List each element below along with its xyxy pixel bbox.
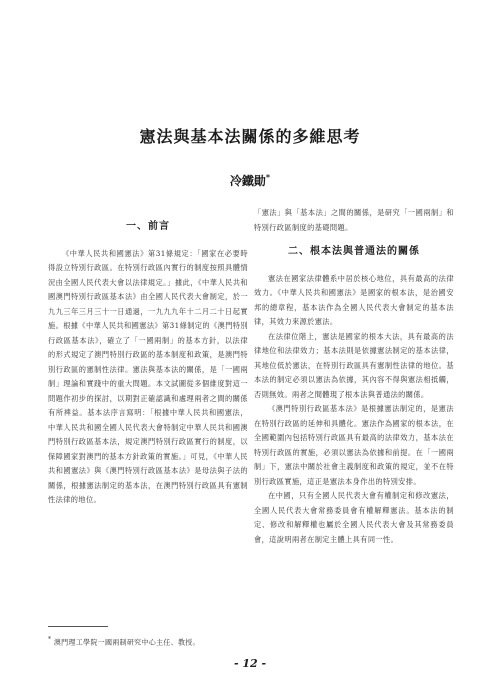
continued-paragraph: 「憲法」與「基本法」之間的關係，是研究「一國兩制」和特別行政區制度的基礎問題。	[254, 208, 454, 232]
body-paragraph: 在法律位階上，憲法是國家的根本大法，具有最高的法律地位和法律效力；基本法則是依據憲法制定的基本法律，其地位低於憲法，在特別行政區具有憲制性法律的地位。基本法的制定必須以憲法為依據，其內容不得與憲法相抵觸，否則無效。兩者之間體現了根本法與普通法的關係。	[254, 331, 454, 399]
body-paragraph: 《澳門特別行政區基本法》是根據憲法制定的，是憲法在特別行政區的延伸和具體化。憲法作為國家的根本法，在全國範圍內包括特別行政區具有最高的法律效力，基本法在特別行政區的實施，必須以憲法為依據和前提。在「一國兩制」下，憲法中關於社會主義制度和政策的規定，並不在特別行政區實施，這正是憲法本身作出的特別安排。	[254, 404, 454, 486]
paper-title: 憲法與基本法關係的多維思考	[139, 127, 361, 146]
footnote-mark: *	[48, 636, 52, 643]
footnote-text: 澳門理工學院一國兩制研究中心主任、教授。	[53, 638, 200, 647]
body-paragraph: 在中國，只有全國人民代表大會有權制定和修改憲法，全國人民代表大會常務委員會有權解釋憲法。基本法的制定、修改和解釋權也屬於全國人民代表大會及其常務委員會，這說明兩者在制定主體上具有同一性。	[254, 491, 454, 544]
body-paragraph: 《中華人民共和國憲法》第31條規定：「國家在必要時得設立特別行政區。在特別行政區內實行的制度按照具體情況由全國人民代表大會以法律規定。」據此，《中華人民共和國澳門特別行政區基本法》由全國人民代表大會制定，於一九九三年三月三十一日通過，一九九九年十二月二十日起實施。根據《中華人民共和國憲法》第31條制定的《澳門特別行政區基本法》，確立了「一國兩制」的基本方針，以法律的形式規定了澳門特別行政區的基本制度和政策，是澳門特別行政區的憲制性法律。憲法與基本法的關係，是「一國兩制」理論和實踐中的重大問題。本文試圖從多個維度對這一問題作初步的探討，以期對正確認識和處理兩者之間的關係有所裨益。基本法序言寫明：「根據中華人民共和國憲法，中華人民共和國全國人民代表大會特制定中華人民共和國澳門特別行政區基本法，規定澳門特別行政區實行的制度，以保障國家對澳門的基本方針政策的實施。」可見，《中華人民共和國憲法》與《澳門特別行政區基本法》是母法與子法的關係，根據憲法制定的基本法，在澳門特別行政區具有憲制性法律的地位。	[48, 248, 248, 504]
right-column	[254, 206, 454, 547]
author-line	[0, 172, 500, 189]
page-number: - 12 -	[233, 657, 267, 670]
left-column	[48, 210, 248, 508]
footnote	[48, 636, 200, 647]
section-heading-relationship: 二、根本法與普通法的關係	[288, 246, 420, 257]
author-name: 冷鐵勛	[229, 174, 266, 188]
section-heading-intro: 一、前言	[126, 221, 170, 232]
body-paragraph: 憲法在國家法律體系中居於核心地位，具有最高的法律效力。《中華人民共和國憲法》是國家的根本法，是治國安邦的總章程，基本法作為全國人民代表大會制定的基本法律，其效力來源於憲法。	[254, 273, 454, 326]
author-footnote-mark: *	[265, 172, 271, 182]
footnote-divider	[48, 626, 108, 627]
